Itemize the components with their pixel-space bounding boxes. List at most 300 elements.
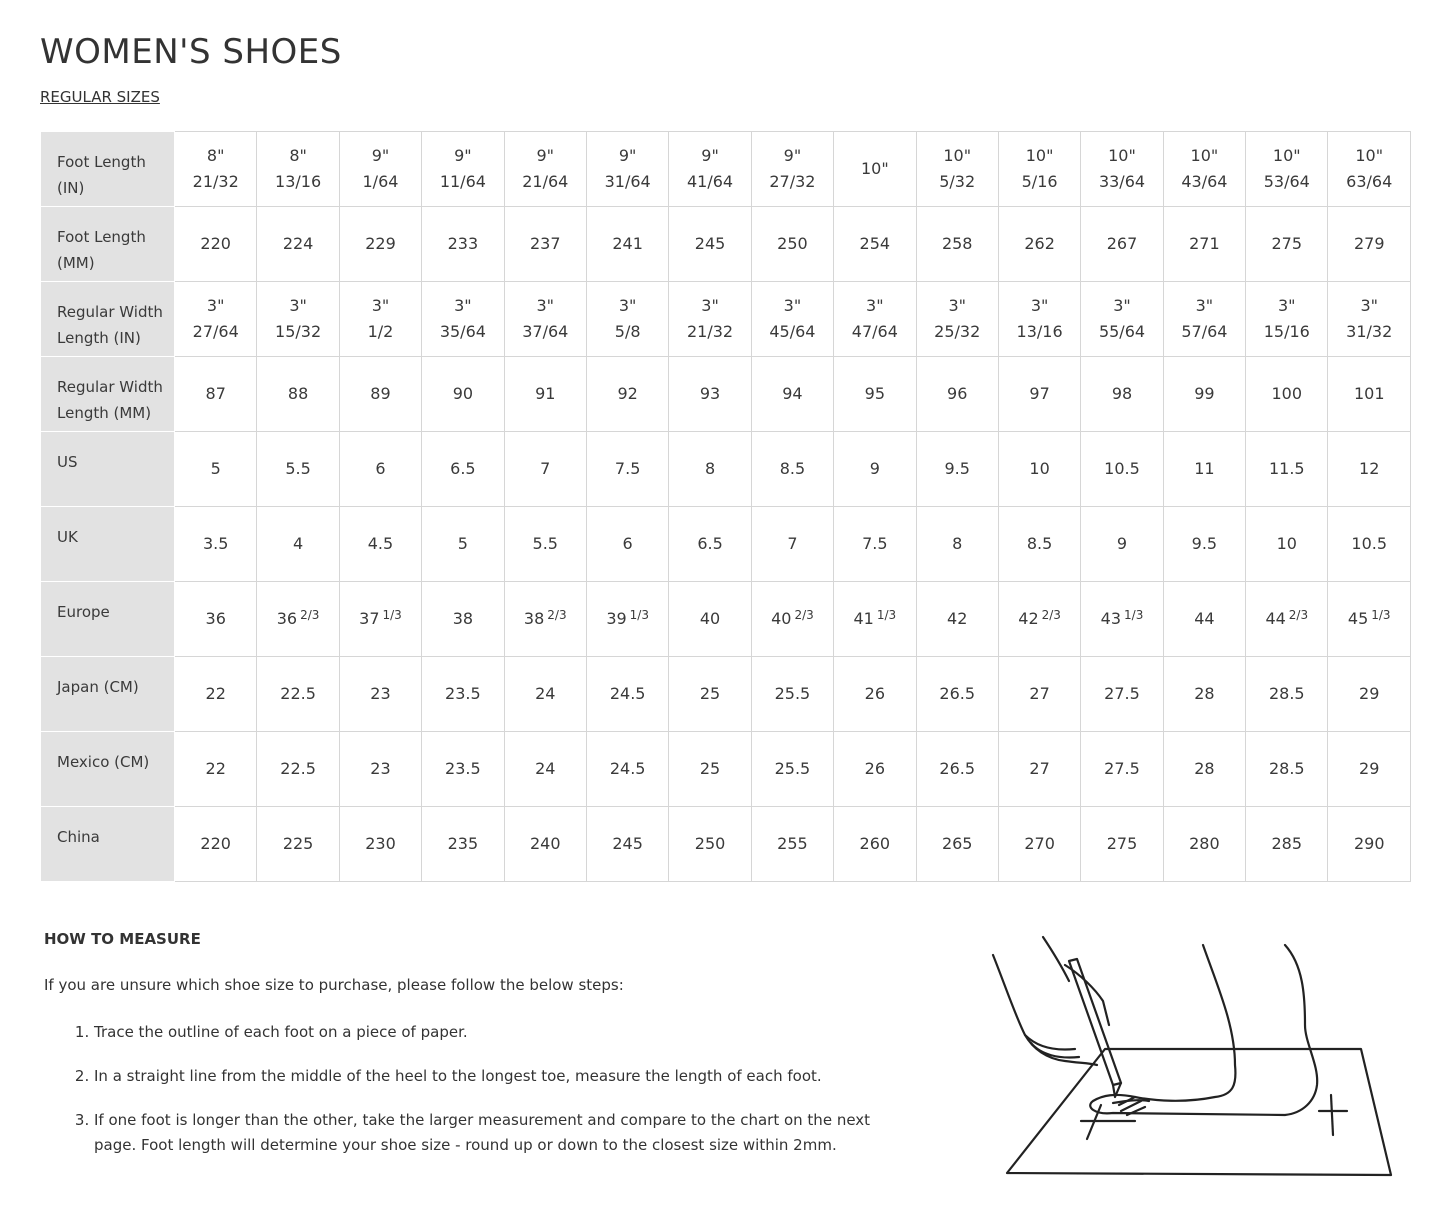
cell-text: 21/32 — [192, 172, 239, 191]
table-cell — [669, 657, 751, 732]
cell-text: 237 — [529, 234, 561, 253]
table-cell — [339, 657, 421, 732]
cell-text: 1/2 — [367, 322, 394, 341]
cell-whole: 42 — [947, 609, 968, 628]
cell-text: 27.5 — [1104, 759, 1140, 778]
table-cell — [1081, 507, 1163, 582]
cell-text: 5/8 — [614, 322, 641, 341]
cell-text: 28 — [1194, 684, 1215, 703]
cell-text: 4.5 — [367, 534, 394, 553]
cell-text: 26.5 — [939, 759, 976, 778]
cell-text: 3" — [1030, 296, 1049, 315]
cell-whole: 44 — [1265, 608, 1286, 628]
cell-text: 9.5 — [1191, 534, 1218, 553]
row-header — [41, 507, 175, 582]
table-cell — [1246, 357, 1328, 432]
row-header — [41, 657, 175, 732]
cell-text: 7 — [540, 459, 551, 478]
measure-steps-list — [44, 1020, 994, 1177]
table-cell — [504, 807, 586, 882]
cell-text: 220 — [200, 234, 231, 253]
table-cell — [586, 507, 668, 582]
table-cell — [1163, 582, 1245, 657]
table-cell — [669, 432, 751, 507]
cell-text: 93 — [699, 384, 721, 403]
table-row — [41, 507, 1411, 582]
table-cell — [339, 432, 421, 507]
cell-text: 55/64 — [1098, 322, 1146, 341]
table-cell — [1246, 807, 1328, 882]
table-cell — [175, 207, 257, 282]
table-cell — [257, 657, 339, 732]
cell-text: 47/64 — [851, 322, 898, 341]
cell-whole: 42 — [1018, 608, 1039, 628]
table-row — [41, 582, 1411, 657]
table-cell — [751, 732, 833, 807]
cell-text: 229 — [365, 234, 396, 253]
table-cell — [422, 507, 504, 582]
table-cell — [422, 582, 504, 657]
cell-fraction: 2/3 — [547, 607, 567, 622]
cell-whole: 39 — [606, 608, 627, 628]
row-header-text: US — [57, 453, 78, 471]
page-title: WOMEN'S SHOES — [40, 32, 342, 72]
row-header — [41, 282, 175, 357]
cell-text: 6.5 — [697, 534, 723, 553]
table-cell — [751, 132, 833, 207]
cell-text: 27.5 — [1104, 684, 1140, 703]
table-cell — [422, 657, 504, 732]
row-header-text: Regular Width — [57, 378, 163, 396]
table-cell — [669, 282, 751, 357]
cell-text: 279 — [1353, 234, 1385, 253]
cell-text: 255 — [777, 834, 808, 853]
cell-text: 13/16 — [275, 172, 322, 191]
cell-text: 3" — [1278, 296, 1296, 315]
cell-text: 22.5 — [280, 759, 316, 778]
cell-text: 25.5 — [774, 684, 811, 703]
cell-text: 3" — [618, 296, 637, 315]
cell-text: 101 — [1353, 384, 1385, 403]
measure-step: 3. If one foot is longer than the other, take the larger measurement and compare to the chart on the next page. Foot length will determine your shoe size - round up or down to the closest size within 2mm. — [94, 1108, 874, 1158]
table-cell — [916, 732, 998, 807]
row-header-text: Europe — [57, 603, 110, 621]
cell-fraction: 2/3 — [1041, 607, 1061, 622]
cell-text: 9" — [701, 146, 719, 165]
table-cell — [916, 432, 998, 507]
table-cell — [834, 732, 916, 807]
table-cell — [1163, 807, 1245, 882]
cell-text: 21/32 — [686, 322, 734, 341]
cell-text: 8 — [704, 459, 716, 478]
table-cell — [504, 657, 586, 732]
table-cell — [751, 207, 833, 282]
cell-text: 10.5 — [1104, 459, 1140, 478]
table-cell — [339, 507, 421, 582]
table-cell — [504, 582, 586, 657]
cell-text: 1/64 — [362, 172, 399, 191]
table-cell — [175, 807, 257, 882]
table-cell — [916, 132, 998, 207]
cell-text: 5/16 — [1021, 172, 1058, 191]
table-cell — [1081, 357, 1163, 432]
cell-text: 4 — [292, 534, 304, 553]
table-cell — [1328, 432, 1411, 507]
row-header — [41, 732, 175, 807]
cell-text: 5 — [210, 459, 221, 478]
cell-text: 245 — [694, 234, 726, 253]
cell-fraction: 1/3 — [1124, 607, 1144, 622]
row-header-text: China — [57, 828, 100, 846]
cell-whole: 36 — [276, 608, 298, 628]
table-cell — [257, 732, 339, 807]
cell-text: 10" — [943, 146, 972, 165]
cell-text: 25/32 — [934, 322, 981, 341]
cell-text: 3" — [536, 296, 555, 315]
table-cell — [586, 582, 668, 657]
row-header — [41, 357, 175, 432]
table-cell — [751, 357, 833, 432]
row-header — [41, 432, 175, 507]
table-cell — [998, 282, 1080, 357]
table-cell — [422, 807, 504, 882]
table-cell — [751, 282, 833, 357]
table-cell — [1163, 657, 1245, 732]
row-header-text: Japan (CM) — [57, 678, 139, 696]
table-cell — [504, 132, 586, 207]
cell-text: 23.5 — [445, 759, 481, 778]
table-cell — [1246, 657, 1328, 732]
table-cell — [586, 432, 668, 507]
cell-text: 22 — [205, 684, 226, 703]
table-cell — [834, 207, 916, 282]
table-cell — [257, 357, 339, 432]
table-cell — [998, 357, 1080, 432]
cell-text: 9" — [618, 146, 637, 165]
cell-text: 88 — [287, 384, 309, 403]
table-cell — [834, 432, 916, 507]
cell-text: 27 — [1029, 684, 1050, 703]
cell-text: 6 — [375, 459, 386, 478]
table-cell — [834, 282, 916, 357]
cell-text: 10 — [1276, 534, 1297, 553]
cell-text: 9.5 — [944, 459, 970, 478]
cell-text: 37/64 — [522, 322, 569, 341]
how-to-measure-heading: HOW TO MEASURE — [44, 930, 201, 948]
row-header — [41, 807, 175, 882]
cell-text: 9 — [1116, 534, 1128, 553]
cell-text: 28.5 — [1268, 684, 1305, 703]
table-cell — [1081, 207, 1163, 282]
cell-text: 245 — [612, 834, 643, 853]
cell-text: 250 — [777, 234, 808, 253]
cell-text: 258 — [941, 234, 973, 253]
table-cell — [916, 507, 998, 582]
table-cell — [998, 132, 1080, 207]
table-cell — [1081, 432, 1163, 507]
cell-text: 233 — [447, 234, 479, 253]
table-cell — [669, 507, 751, 582]
cell-whole: 38 — [452, 609, 474, 628]
cell-text: 10" — [1025, 146, 1054, 165]
cell-text: 3" — [1360, 296, 1378, 315]
row-header-text: Regular Width — [57, 303, 163, 321]
table-row — [41, 132, 1411, 207]
cell-text: 250 — [694, 834, 726, 853]
table-cell — [422, 132, 504, 207]
row-header-text: Mexico (CM) — [57, 753, 150, 771]
table-cell — [751, 507, 833, 582]
cell-text: 7.5 — [614, 459, 641, 478]
table-cell — [1246, 207, 1328, 282]
cell-text: 98 — [1111, 384, 1133, 403]
table-cell — [422, 432, 504, 507]
cell-text: 94 — [782, 384, 803, 403]
cell-text: 3" — [866, 296, 884, 315]
table-cell — [1163, 357, 1245, 432]
table-cell — [504, 507, 586, 582]
row-header — [41, 582, 175, 657]
cell-text: 3" — [289, 296, 307, 315]
table-cell — [1328, 732, 1411, 807]
table-cell — [175, 357, 257, 432]
cell-text: 26 — [864, 684, 885, 703]
table-cell — [916, 582, 998, 657]
cell-text: 10" — [1272, 146, 1301, 165]
table-cell — [1328, 207, 1411, 282]
table-cell — [1246, 432, 1328, 507]
cell-whole: 40 — [699, 609, 721, 628]
table-cell — [916, 207, 998, 282]
table-cell — [669, 132, 751, 207]
table-cell — [1163, 132, 1245, 207]
size-chart-table — [40, 131, 1411, 882]
table-cell — [422, 732, 504, 807]
cell-text: 225 — [282, 834, 314, 853]
table-cell — [1246, 132, 1328, 207]
cell-text: 270 — [1024, 834, 1055, 853]
table-row — [41, 282, 1411, 357]
table-cell — [834, 357, 916, 432]
table-cell — [1328, 132, 1411, 207]
row-header-text: Length (IN) — [57, 329, 141, 347]
table-cell — [257, 582, 339, 657]
table-row — [41, 357, 1411, 432]
cell-text: 11/64 — [439, 172, 486, 191]
table-cell — [586, 282, 668, 357]
cell-text: 275 — [1106, 834, 1138, 853]
table-cell — [257, 132, 339, 207]
table-cell — [1081, 657, 1163, 732]
cell-text: 7 — [787, 534, 798, 553]
cell-text: 23.5 — [445, 684, 481, 703]
table-cell — [998, 807, 1080, 882]
cell-fraction: 2/3 — [1288, 607, 1309, 622]
cell-fraction: 1/3 — [382, 607, 402, 622]
table-cell — [175, 432, 257, 507]
row-header-text: Length (MM) — [57, 404, 152, 422]
cell-text: 25 — [699, 759, 721, 778]
cell-text: 10" — [1190, 146, 1219, 165]
cell-text: 220 — [200, 834, 231, 853]
cell-text: 29 — [1359, 684, 1380, 703]
cell-text: 8.5 — [779, 459, 806, 478]
cell-text: 6 — [622, 534, 633, 553]
cell-text: 22 — [205, 759, 226, 778]
table-cell — [1246, 582, 1328, 657]
table-cell — [1081, 132, 1163, 207]
cell-text: 100 — [1271, 384, 1303, 403]
table-cell — [175, 657, 257, 732]
table-cell — [998, 207, 1080, 282]
table-cell — [751, 807, 833, 882]
table-cell — [916, 357, 998, 432]
table-cell — [1328, 507, 1411, 582]
cell-text: 9" — [454, 146, 472, 165]
cell-text: 27/32 — [769, 172, 816, 191]
cell-whole: 41 — [853, 608, 874, 628]
table-cell — [998, 657, 1080, 732]
cell-text: 10" — [860, 159, 889, 178]
table-cell — [1328, 582, 1411, 657]
cell-text: 6.5 — [450, 459, 476, 478]
cell-text: 8" — [289, 146, 307, 165]
cell-text: 11.5 — [1268, 459, 1305, 478]
row-header — [41, 132, 175, 207]
table-cell — [1163, 282, 1245, 357]
row-header-text: Foot Length — [57, 153, 146, 171]
table-cell — [1081, 282, 1163, 357]
table-cell — [586, 207, 668, 282]
cell-text: 24.5 — [609, 759, 646, 778]
cell-text: 230 — [365, 834, 396, 853]
table-cell — [586, 357, 668, 432]
cell-text: 3" — [206, 296, 225, 315]
cell-fraction: 1/3 — [876, 607, 897, 622]
cell-text: 9 — [869, 459, 880, 478]
cell-text: 43/64 — [1181, 172, 1228, 191]
table-cell — [257, 432, 339, 507]
row-header-text: Foot Length — [57, 228, 146, 246]
table-cell — [1328, 357, 1411, 432]
measure-step: 1. Trace the outline of each foot on a piece of paper. — [94, 1020, 994, 1045]
table-cell — [339, 807, 421, 882]
cell-text: 35/64 — [439, 322, 486, 341]
cell-text: 10" — [1355, 146, 1384, 165]
table-cell — [586, 807, 668, 882]
table-cell — [916, 282, 998, 357]
cell-text: 241 — [612, 234, 643, 253]
cell-whole: 37 — [359, 608, 380, 628]
cell-whole: 38 — [523, 608, 545, 628]
table-cell — [1081, 807, 1163, 882]
table-cell — [339, 357, 421, 432]
cell-text: 5/32 — [939, 172, 976, 191]
table-row — [41, 657, 1411, 732]
cell-text: 25 — [699, 684, 721, 703]
table-cell — [339, 132, 421, 207]
cell-text: 11 — [1194, 459, 1215, 478]
cell-text: 3" — [948, 296, 966, 315]
table-cell — [175, 282, 257, 357]
cell-text: 63/64 — [1346, 172, 1393, 191]
cell-text: 41/64 — [686, 172, 734, 191]
cell-text: 9" — [536, 146, 555, 165]
table-cell — [834, 507, 916, 582]
table-cell — [751, 432, 833, 507]
table-row — [41, 807, 1411, 882]
cell-text: 25.5 — [774, 759, 811, 778]
cell-text: 271 — [1189, 234, 1220, 253]
cell-text: 3" — [1195, 296, 1214, 315]
table-cell — [751, 657, 833, 732]
cell-text: 5.5 — [532, 534, 558, 553]
cell-text: 8.5 — [1026, 534, 1053, 553]
cell-text: 95 — [864, 384, 885, 403]
cell-whole: 43 — [1100, 608, 1122, 628]
cell-text: 57/64 — [1181, 322, 1228, 341]
cell-fraction: 1/3 — [629, 607, 649, 622]
table-cell — [669, 732, 751, 807]
table-cell — [175, 507, 257, 582]
table-cell — [422, 357, 504, 432]
cell-text: 5.5 — [285, 459, 311, 478]
cell-text: 89 — [370, 384, 391, 403]
table-cell — [339, 207, 421, 282]
table-cell — [998, 732, 1080, 807]
table-cell — [504, 207, 586, 282]
table-cell — [422, 207, 504, 282]
cell-fraction: 1/3 — [1371, 607, 1391, 622]
cell-text: 9" — [783, 146, 802, 165]
table-cell — [175, 732, 257, 807]
row-header — [41, 207, 175, 282]
cell-text: 265 — [941, 834, 973, 853]
table-cell — [422, 282, 504, 357]
table-cell — [669, 807, 751, 882]
table-cell — [1246, 282, 1328, 357]
cell-text: 26.5 — [939, 684, 976, 703]
row-header-text: (MM) — [57, 254, 95, 272]
cell-text: 12 — [1359, 459, 1380, 478]
cell-text: 262 — [1024, 234, 1055, 253]
cell-text: 8" — [206, 146, 225, 165]
table-cell — [834, 657, 916, 732]
cell-text: 87 — [205, 384, 226, 403]
cell-text: 8 — [952, 534, 963, 553]
cell-text: 23 — [370, 759, 391, 778]
cell-text: 31/32 — [1346, 322, 1393, 341]
cell-text: 3.5 — [202, 534, 229, 553]
cell-text: 10 — [1029, 459, 1050, 478]
cell-text: 97 — [1029, 384, 1050, 403]
cell-text: 26 — [864, 759, 885, 778]
table-cell — [1081, 732, 1163, 807]
table-cell — [751, 582, 833, 657]
table-cell — [834, 132, 916, 207]
row-header-text: UK — [57, 528, 78, 546]
table-cell — [916, 657, 998, 732]
cell-text: 9" — [371, 146, 390, 165]
cell-text: 267 — [1106, 234, 1138, 253]
cell-text: 28 — [1194, 759, 1215, 778]
cell-text: 31/64 — [604, 172, 651, 191]
table-row — [41, 732, 1411, 807]
table-cell — [669, 357, 751, 432]
regular-sizes-link[interactable]: REGULAR SIZES — [40, 88, 160, 106]
cell-text: 290 — [1353, 834, 1385, 853]
table-cell — [586, 132, 668, 207]
